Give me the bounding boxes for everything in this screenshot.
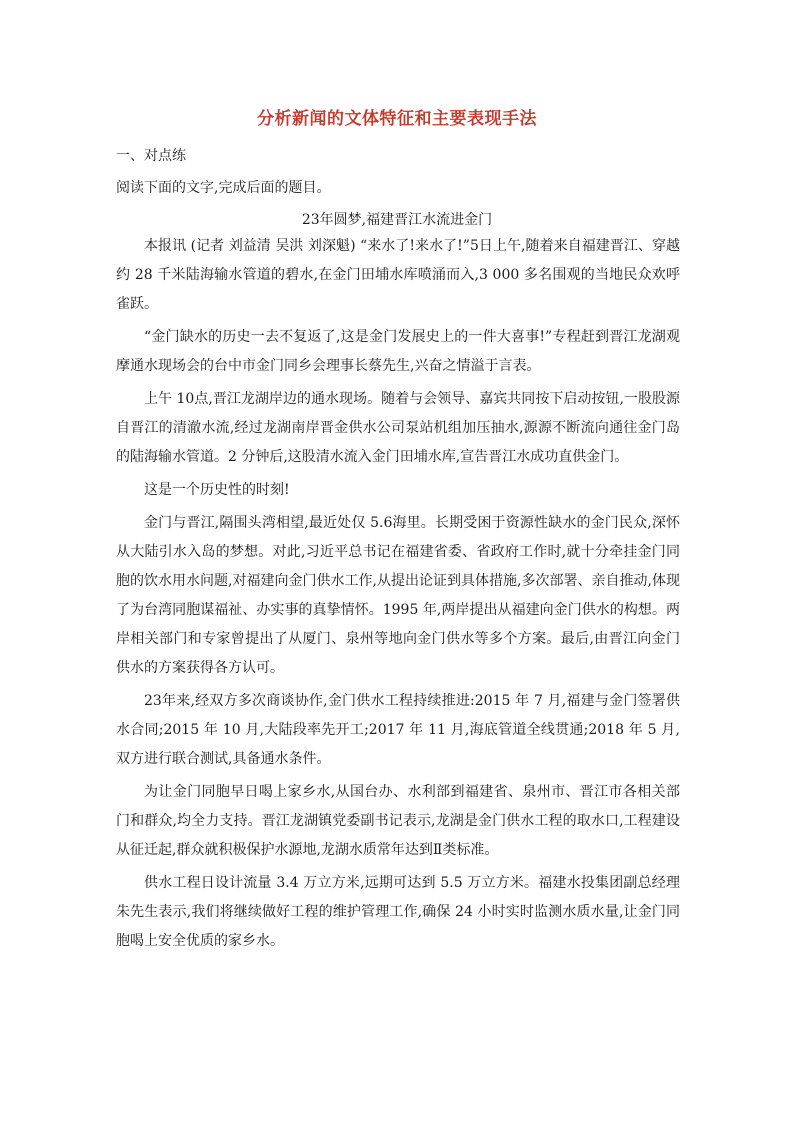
article-title: 23年圆梦,福建晋江水流进金门 — [301, 212, 493, 228]
paragraph: “金门缺水的历史一去不复返了,这是金门发展史上的一件大喜事!”专程赶到晋江龙湖观摩通水现场会的台中市金门同乡会理事长蔡先生,兴奋之情溢于言表。 — [116, 329, 680, 374]
article-body — [116, 232, 680, 960]
paragraph: 为让金门同胞早日喝上家乡水,从国台办、水利部到福建省、泉州市、晋江市各相关部门和群众,均全力支持。晋江龙湖镇党委副书记表示,龙湖是金门供水工程的取水口,工程建设从征迁起,群众就积极保护水源地,龙湖水质常年达到Ⅱ类标准。 — [116, 784, 680, 858]
paragraph: 上午 10点,晋江龙湖岸边的通水现场。随着与会领导、嘉宾共同按下启动按钮,一股股源自晋江的清澈水流,经过龙湖南岸晋金供水公司泵站机组加压抽水,源源不断流向通往金门岛的陆海输水管道。2 分钟后,这股清水流入金门田埔水库,宣告晋江水成功直供金门。 — [116, 391, 680, 465]
paragraph: 23年来,经双方多次商谈协作,金门供水工程持续推进:2015 年 7 月,福建与金门签署供水合同;2015 年 10 月,大陆段率先开工;2017 年 11 月,海底管道全线贯通;2018 年 5 月,双方进行联合测试,具备通水条件。 — [116, 693, 680, 767]
page-title: 分析新闻的文体特征和主要表现手法 — [257, 109, 537, 129]
paragraph: 供水工程日设计流量 3.4 万立方米,远期可达到 5.5 万立方米。福建水投集团副总经理朱先生表示,我们将继续做好工程的维护管理工作,确保 24 小时实时监测水质水量,让金门同胞喝上安全优质的家乡水。 — [116, 875, 680, 949]
paragraph: 这是一个历史性的时刻! — [144, 482, 290, 498]
section-heading: 一、对点练 — [116, 148, 186, 164]
instruction-text: 阅读下面的文字,完成后面的题目。 — [116, 180, 331, 196]
paragraph: 本报讯 (记者 刘益清 吴洪 刘深魁) “来水了!来水了!”5日上午,随着来自福建晋江、穿越约 28 千米陆海输水管道的碧水,在金门田埔水库喷涌而入,3 000 多名围观的当地民众欢呼雀跃。 — [116, 238, 680, 312]
paragraph: 金门与晋江,隔围头湾相望,最近处仅 5.6海里。长期受困于资源性缺水的金门民众,深怀从大陆引水入岛的梦想。对此,习近平总书记在福建省委、省政府工作时,就十分牵挂金门同胞的饮水用水问题,对福建向金门供水工作,从提出论证到具体措施,多次部署、亲自推动,体现了为台湾同胞谋福祉、办实事的真挚情怀。1995 年,两岸提出从福建向金门供水的构想。两岸相关部门和专家曾提出了从厦门、泉州等地向金门供水等多个方案。最后,由晋江向金门供水的方案获得各方认可。 — [116, 515, 680, 676]
